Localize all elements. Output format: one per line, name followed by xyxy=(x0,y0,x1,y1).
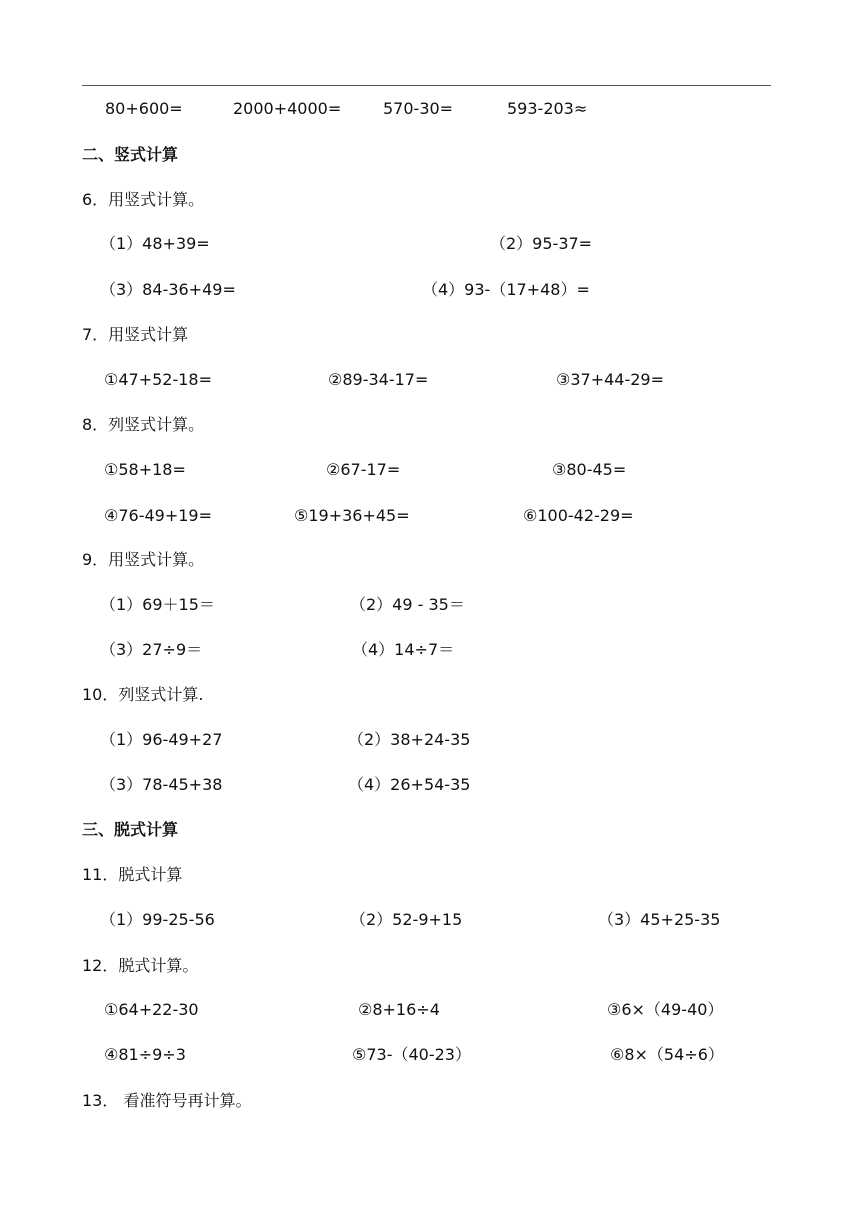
question-title: 10．列竖式计算. xyxy=(82,685,204,704)
expr: （3）84-36+49= xyxy=(100,280,236,299)
expr: （1）69＋15＝ xyxy=(100,595,215,614)
expr: ②89-34-17= xyxy=(328,370,429,389)
question-title: 7．用竖式计算 xyxy=(82,325,189,344)
question-title: 6．用竖式计算。 xyxy=(82,190,205,209)
expr: ②67-17= xyxy=(326,460,401,479)
expr: （1）99-25-56 xyxy=(100,910,215,929)
expr: （1）96-49+27 xyxy=(100,730,223,749)
expr: （2）38+24-35 xyxy=(348,730,471,749)
expr: ④76-49+19= xyxy=(104,506,213,525)
expr: （4）93-（17+48）= xyxy=(422,280,590,299)
expr: （3）78-45+38 xyxy=(100,775,223,794)
expr: ①64+22-30 xyxy=(104,1000,199,1019)
expr: （3）27÷9＝ xyxy=(100,640,203,659)
expr: （2）95-37= xyxy=(490,234,593,253)
expr: ③6×（49-40） xyxy=(607,1000,724,1019)
question-title: 8．列竖式计算。 xyxy=(82,415,205,434)
question-title: 13． 看准符号再计算。 xyxy=(82,1091,252,1110)
question-title: 11．脱式计算 xyxy=(82,865,183,884)
expr: （4）26+54-35 xyxy=(348,775,471,794)
expr: （3）45+25-35 xyxy=(598,910,721,929)
section-heading: 二、竖式计算 xyxy=(82,145,179,164)
expr: ⑥100-42-29= xyxy=(523,506,634,525)
top-divider xyxy=(82,85,771,86)
expr: 2000+4000= xyxy=(233,99,342,118)
expr: （4）14÷7＝ xyxy=(352,640,455,659)
expr: ①47+52-18= xyxy=(104,370,213,389)
expr: （1）48+39= xyxy=(100,234,210,253)
expr: ③80-45= xyxy=(552,460,627,479)
expr: ⑥8×（54÷6） xyxy=(610,1045,724,1064)
section-heading: 三、脱式计算 xyxy=(82,820,179,839)
expr: 80+600= xyxy=(105,99,183,118)
expr: ③37+44-29= xyxy=(556,370,665,389)
expr: 593-203≈ xyxy=(507,99,588,118)
expr: ④81÷9÷3 xyxy=(104,1045,186,1064)
question-title: 12．脱式计算。 xyxy=(82,956,199,975)
expr: （2）49 - 35＝ xyxy=(350,595,465,614)
expr: ②8+16÷4 xyxy=(358,1000,440,1019)
expr: 570-30= xyxy=(383,99,454,118)
expr: （2）52-9+15 xyxy=(350,910,463,929)
expr: ①58+18= xyxy=(104,460,186,479)
expr: ⑤73-（40-23） xyxy=(352,1045,471,1064)
expr: ⑤19+36+45= xyxy=(294,506,410,525)
question-title: 9．用竖式计算。 xyxy=(82,550,205,569)
